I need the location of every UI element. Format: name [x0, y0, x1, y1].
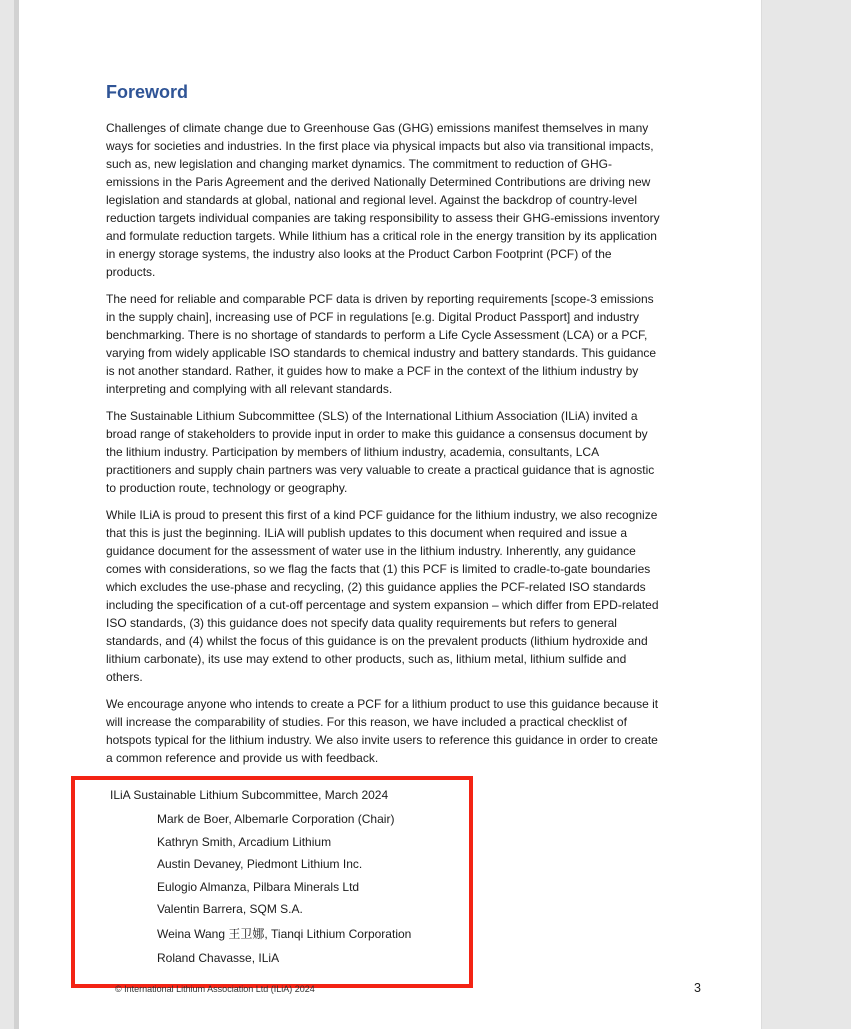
document-page	[14, 0, 762, 1029]
committee-member: Mark de Boer, Albemarle Corporation (Chair)	[157, 812, 395, 826]
committee-member: Eulogio Almanza, Pilbara Minerals Ltd	[157, 879, 360, 894]
committee-title: ILiA Sustainable Lithium Subcommittee, March 2024	[110, 788, 389, 802]
committee-member: Roland Chavasse, ILiA	[157, 951, 280, 965]
body-paragraph: The Sustainable Lithium Subcommittee (SLS) of the International Lithium Association (ILiA) invited a broad range of stakeholders to provide input in order to make this guidance a consensus document by the lithium industry. Participation by members of lithium industry, academia, consultants, LCA practitioners and supply chain partners was very valuable to create a practical guidance that is agnostic to production route, technology or geography.	[106, 409, 655, 495]
body-paragraphs	[106, 119, 662, 767]
page-number: 3	[694, 981, 701, 995]
page-content	[106, 82, 662, 988]
committee-member: Kathryn Smith, Arcadium Lithium	[157, 834, 332, 849]
body-paragraph: Challenges of climate change due to Greenhouse Gas (GHG) emissions manifest themselves in many ways for societies and industries. In the first place via physical impacts but also via transitional impacts, such as, new legislation and changing market dynamics. The commitment to reduction of GHG-emissions in the Paris Agreement and the derived Nationally Determined Contributions are driving new legislation and standards at global, national and regional level. Against the backdrop of country-level reduction targets individual companies are taking responsibility to assess their GHG-emissions inventory and formulate reduction targets. While lithium has a critical role in the energy transition by its application in energy storage systems, the industry also looks at the Product Carbon Footprint (PCF) of the products.	[106, 121, 660, 279]
committee-member: Valentin Barrera, SQM S.A.	[157, 902, 303, 916]
copyright-text: © International Lithium Association Ltd (ILiA) 2024	[115, 984, 315, 994]
body-paragraph: The need for reliable and comparable PCF data is driven by reporting requirements [scope-3 emissions in the supply chain], increasing use of PCF in regulations [e.g. Digital Product Passport] and industry benchmarking. There is no shortage of standards to perform a Life Cycle Assessment (LCA) or a PCF, varying from widely applicable ISO standards to chemical industry and battery standards. This guidance is not another standard. Rather, it guides how to make a PCF in the context of the lithium industry by interpreting and complying with all relevant standards.	[106, 292, 657, 396]
section-heading: Foreword	[106, 82, 189, 102]
body-paragraph: While ILiA is proud to present this first of a kind PCF guidance for the lithium industry, we also recognize that this is just the beginning. ILiA will publish updates to this document when required and issue a guidance document for the assessment of water use in the lithium industry. Inherently, any guidance comes with considerations, so we flag the facts that (1) this PCF is limited to cradle-to-gate boundaries which excludes the use-phase and recycling, (2) this guidance applies the PCF-related ISO standards including the specification of a cut-off percentage and system expansion – which differ from EPD-related ISO standards, (3) this guidance does not specify data quality requirements but refers to general standards, and (4) whilst the focus of this guidance is on the prevalent products (lithium hydroxide and lithium carbonate), its use may extend to other products, such as, lithium metal, lithium sulfide and others.	[106, 508, 659, 684]
committee-member: Austin Devaney, Piedmont Lithium Inc.	[157, 857, 363, 871]
body-paragraph: We encourage anyone who intends to create a PCF for a lithium product to use this guidance because it will increase the comparability of studies. For this reason, we have included a practical checklist of hotspots typical for the lithium industry. We also invite users to reference this guidance in order to create a common reference and provide us with feedback.	[106, 697, 659, 765]
committee-members-list	[110, 808, 461, 970]
committee-highlight-box	[71, 776, 473, 988]
page-footer	[115, 981, 701, 995]
committee-member: Weina Wang 王卫娜, Tianqi Lithium Corporation	[157, 926, 412, 941]
